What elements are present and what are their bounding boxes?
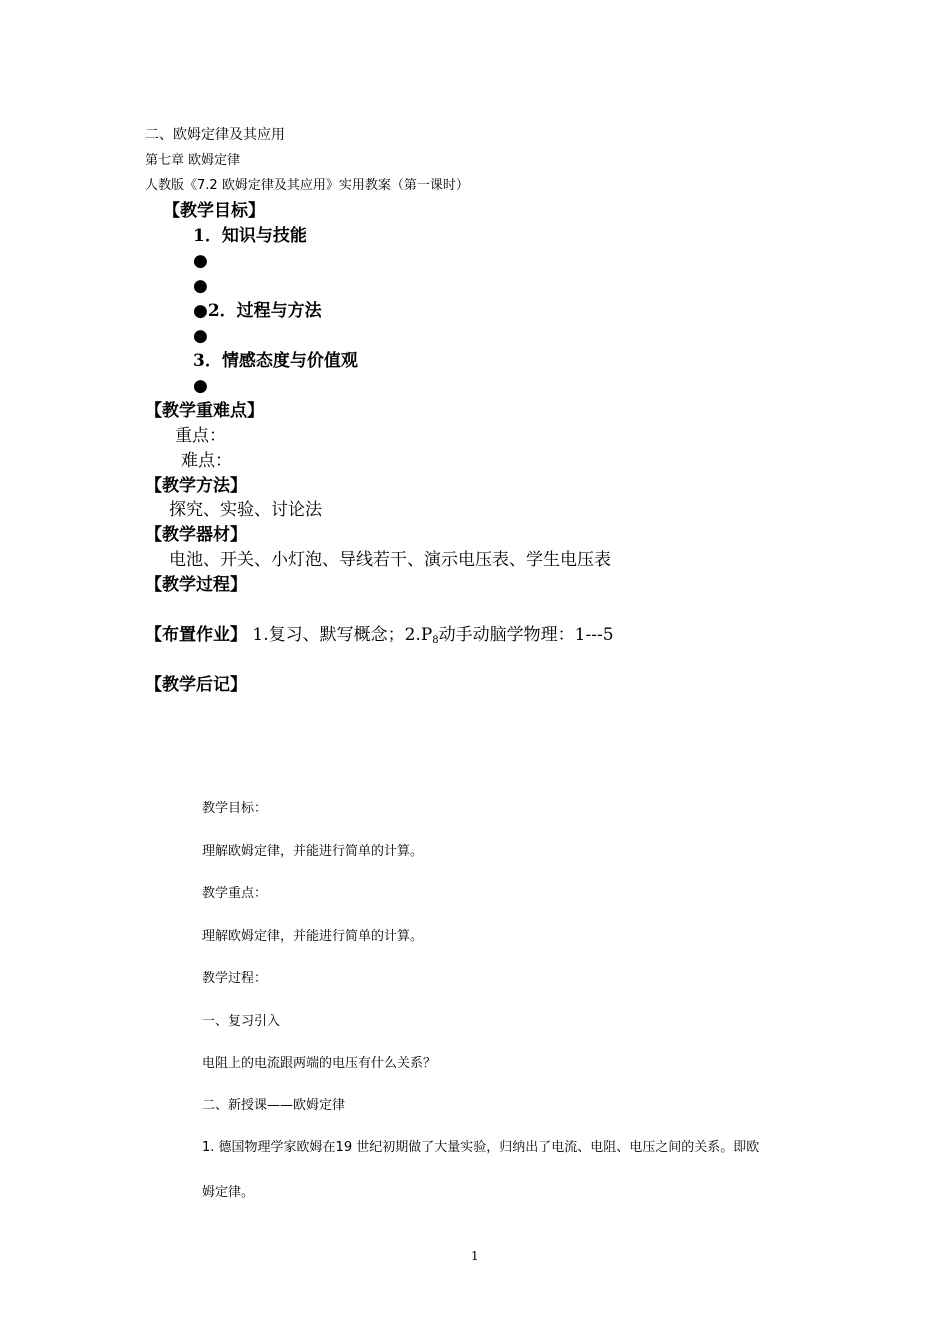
process-title: 【教学过程】 bbox=[145, 575, 247, 595]
header-line-3-number: 7.2 bbox=[197, 178, 218, 193]
goals-item-attitude: 3．情感态度与价值观 bbox=[193, 351, 358, 371]
body-line-new-lesson: 二、新授课——欧姆定律 bbox=[202, 1098, 346, 1113]
goals-title: 【教学目标】 bbox=[163, 201, 265, 221]
bullet-icon: ● bbox=[193, 326, 208, 346]
homework-text-b: 动手动脑学物理：1---5 bbox=[438, 625, 614, 645]
postscript-title: 【教学后记】 bbox=[145, 675, 247, 695]
body-line-goals: 教学目标： bbox=[202, 801, 268, 816]
body-line-ohm-end: 姆定律。 bbox=[202, 1185, 255, 1200]
body-line-process: 教学过程： bbox=[202, 971, 268, 986]
bullet-icon: ● bbox=[193, 276, 208, 296]
homework-text-a: 1.复习、默写概念；2.P bbox=[247, 625, 433, 645]
homework-subscript: 8 bbox=[432, 635, 439, 646]
bullet-icon: ● bbox=[193, 301, 208, 321]
header-line-3-prefix: 人教版《 bbox=[145, 178, 198, 193]
body-line-key-text: 理解欧姆定律，并能进行简单的计算。 bbox=[202, 929, 424, 944]
method-title: 【教学方法】 bbox=[145, 476, 247, 496]
bullet-icon: ● bbox=[193, 251, 208, 271]
body-line-ohm-num: 1. bbox=[202, 1140, 215, 1155]
body-line-question: 电阻上的电流跟两端的电压有什么关系？ bbox=[202, 1056, 437, 1071]
body-line-ohm-b: 世纪初期做了大量实验，归纳出了电流、电阻、电压之间的关系。即欧 bbox=[352, 1140, 760, 1155]
bullet-icon: ● bbox=[193, 376, 208, 396]
body-line-ohm-century: 19 bbox=[335, 1140, 353, 1155]
goals-item-knowledge: 1．知识与技能 bbox=[193, 226, 307, 246]
method-text: 探究、实验、讨论法 bbox=[169, 500, 322, 520]
keypoints-key: 重点： bbox=[175, 426, 226, 446]
body-line-ohm-a: 德国物理学家欧姆在 bbox=[214, 1140, 336, 1155]
header-line-1: 二、欧姆定律及其应用 bbox=[145, 127, 285, 143]
goals-item-process-label: 2．过程与方法 bbox=[207, 301, 322, 321]
header-line-3-suffix: 欧姆定律及其应用》实用教案（第一课时） bbox=[217, 178, 469, 193]
body-line-goal-text: 理解欧姆定律，并能进行简单的计算。 bbox=[202, 844, 424, 859]
body-line-review: 一、复习引入 bbox=[202, 1014, 281, 1029]
header-line-2: 第七章 欧姆定律 bbox=[145, 153, 241, 168]
header-line-3 bbox=[145, 179, 469, 192]
equipment-text: 电池、开关、小灯泡、导线若干、演示电压表、学生电压表 bbox=[169, 550, 611, 570]
goals-item-process bbox=[193, 303, 322, 320]
page-number: 1 bbox=[471, 1249, 479, 1263]
keypoints-title: 【教学重难点】 bbox=[145, 401, 264, 421]
body-line-ohm-intro bbox=[202, 1141, 759, 1154]
homework-line bbox=[145, 627, 614, 644]
body-line-key: 教学重点： bbox=[202, 886, 268, 901]
keypoints-difficult: 难点： bbox=[181, 451, 232, 471]
homework-title: 【布置作业】 bbox=[145, 625, 247, 645]
equipment-title: 【教学器材】 bbox=[145, 525, 247, 545]
